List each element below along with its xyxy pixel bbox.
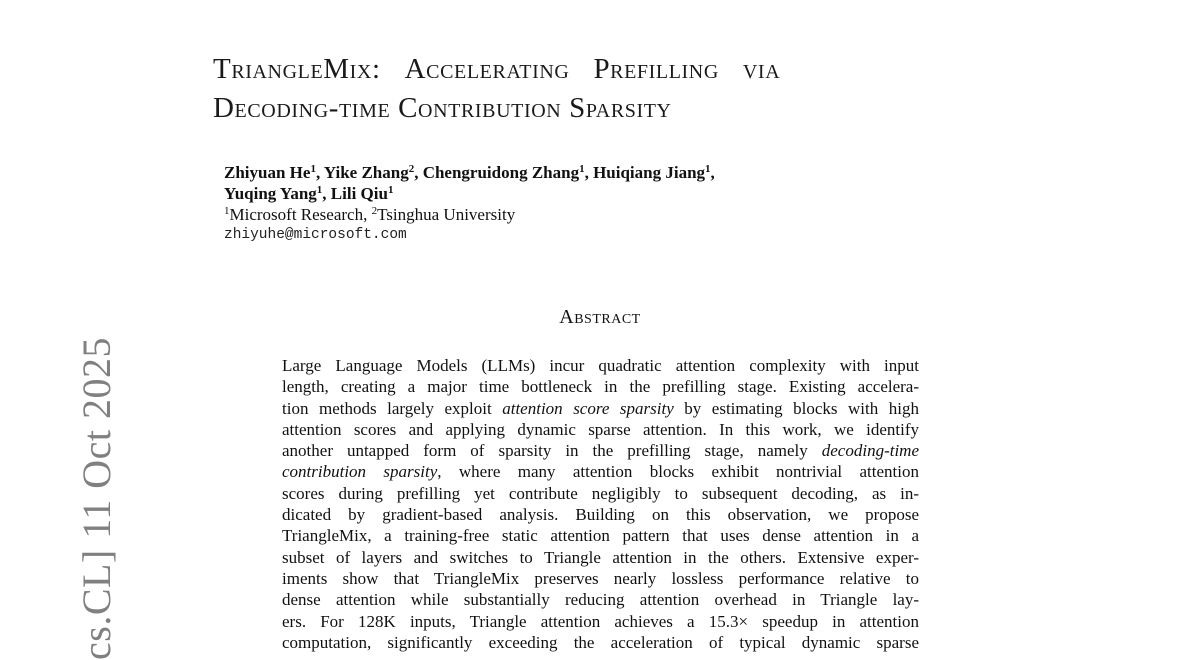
abstract-line: scores during prefilling yet contribute negligibly to subsequent decoding, as in- [282, 483, 919, 503]
paper-title [213, 50, 1013, 128]
title-word: Accelerating [404, 53, 570, 85]
abstract-line: dense attention while substantially reducing attention overhead in Triangle lay- [282, 590, 919, 610]
author-name: Zhiyuan He [224, 163, 311, 182]
abstract-line: TriangleMix, a training-free static attention pattern that uses dense attention in a [282, 526, 919, 546]
abstract-emphasis: contribution sparsity [282, 462, 438, 482]
title-word: TriangleMix: [213, 53, 381, 85]
author-name: Yike Zhang [323, 163, 409, 182]
abstract-line [282, 440, 919, 461]
abstract-text-run: by estimating blocks with high [673, 398, 919, 418]
affiliation-marker: 1 [224, 205, 230, 217]
author-name: Lili Qiu [330, 184, 388, 203]
abstract-line: dicated by gradient-based analysis. Building on this observation, we propose [282, 505, 919, 525]
abstract-line: ers. For 128K inputs, Triangle attention achieves a 15.3× speedup in attention [282, 611, 919, 631]
contact-email: zhiyuhe@microsoft.com [224, 227, 407, 243]
affiliation-marker: 2 [408, 163, 415, 175]
author-name: Chengruidong Zhang [422, 163, 580, 182]
abstract-text-run: , where many attention blocks exhibit nontrivial attention [437, 462, 919, 482]
abstract-heading: Abstract [559, 306, 641, 328]
affiliation-marker: 1 [705, 163, 711, 175]
title-word: Prefilling [593, 53, 719, 85]
affiliation-marker: 1 [316, 184, 323, 196]
abstract-emphasis: decoding-time [821, 441, 919, 461]
author-name: Yuqing Yang [224, 184, 317, 203]
affiliations [224, 204, 984, 225]
abstract-line: attention scores and applying dynamic sparse attention. In this work, we identify [282, 419, 919, 439]
title-line-2: Decoding-time Contribution Sparsity [213, 92, 672, 124]
abstract-line: computation, significantly exceeding the acceleration of typical dynamic sparse [282, 632, 919, 652]
abstract-text-run: another untapped form of sparsity in the prefilling stage, namely [282, 441, 822, 461]
abstract-line [282, 461, 919, 482]
author-line-2 [224, 184, 393, 203]
author-separator: , [322, 184, 331, 203]
author-block [224, 162, 984, 246]
abstract-line: length, creating a major time bottleneck in the prefilling stage. Existing accelera- [282, 377, 919, 397]
abstract-text [282, 355, 919, 653]
affiliation-name: Microsoft Research, [229, 205, 372, 224]
abstract-line: Large Language Models (LLMs) incur quadratic attention complexity with input [282, 356, 919, 375]
affiliation-marker: 2 [371, 205, 378, 217]
author-line-1 [224, 163, 715, 182]
affiliation-name: Tsinghua University [377, 205, 516, 224]
author-name: Huiqiang Jiang [593, 163, 706, 182]
title-word: via [742, 53, 781, 85]
author-separator: , [710, 163, 715, 182]
abstract-emphasis: attention score sparsity [502, 398, 674, 418]
affiliation-marker: 1 [310, 163, 316, 175]
abstract-line [282, 398, 919, 419]
abstract-text-run: tion methods largely exploit [282, 398, 503, 418]
affiliation-marker: 1 [579, 163, 585, 175]
author-separator: , [414, 163, 423, 182]
arxiv-stamp-text: cs.CL] 11 Oct 2025 [74, 336, 119, 660]
author-separator: , [584, 163, 594, 182]
title-line-1 [213, 53, 804, 85]
affiliation-marker: 1 [387, 184, 394, 196]
abstract-line: subset of layers and switches to Triangle attention in the others. Extensive exper- [282, 547, 919, 567]
abstract-line: iments show that TriangleMix preserves nearly lossless performance relative to [282, 568, 919, 588]
author-separator: , [315, 163, 324, 182]
